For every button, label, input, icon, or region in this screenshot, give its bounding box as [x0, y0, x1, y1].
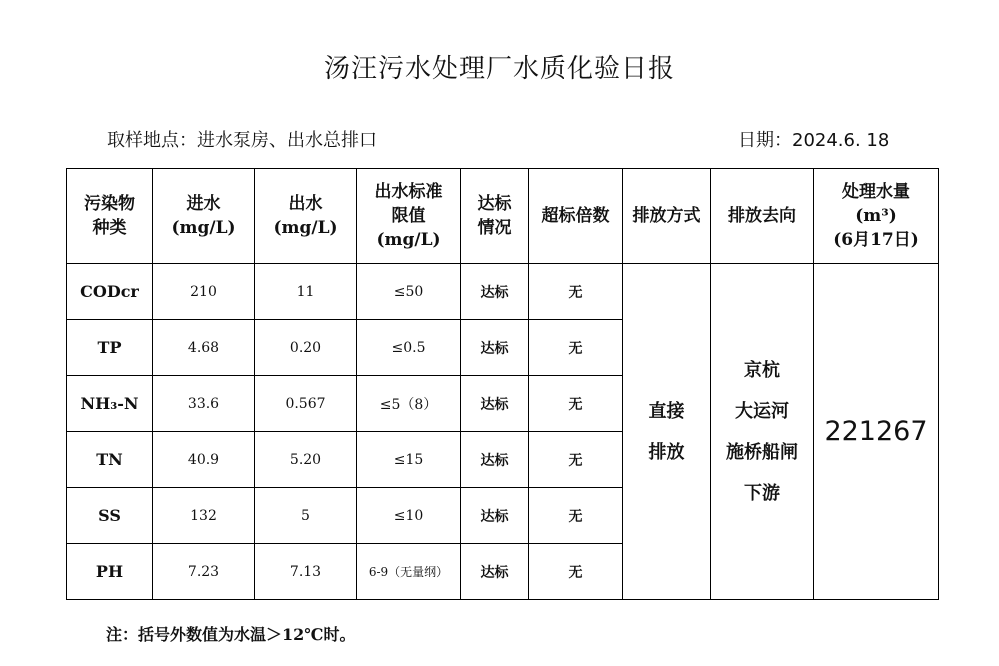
report-title: 汤汪污水处理厂水质化验日报 [323, 54, 675, 84]
treated-volume: 221267 [814, 264, 939, 600]
outflow-value: 0.567 [255, 376, 357, 432]
limit-value: ≤15 [357, 432, 461, 488]
header-discharge-method: 排放方式 [623, 169, 711, 264]
header-compliance: 达标 情况 [461, 169, 529, 264]
compliance-status: 达标 [461, 320, 529, 376]
pollutant-name: NH₃-N [67, 376, 153, 432]
header-volume: 处理水量 (m³) (6月17日) [814, 169, 939, 264]
limit-value: ≤10 [357, 488, 461, 544]
exceed-value: 无 [529, 264, 623, 320]
sampling-location: 取样地点：进水泵房、出水总排口 [107, 130, 377, 151]
exceed-value: 无 [529, 320, 623, 376]
compliance-status: 达标 [461, 544, 529, 600]
report-date: 日期：2024.6. 18 [738, 130, 890, 151]
exceed-value: 无 [529, 376, 623, 432]
compliance-status: 达标 [461, 488, 529, 544]
pollutant-name: TN [67, 432, 153, 488]
header-discharge-dest: 排放去向 [711, 169, 814, 264]
inflow-value: 33.6 [153, 376, 255, 432]
header-outflow: 出水 (mg/L) [255, 169, 357, 264]
exceed-value: 无 [529, 432, 623, 488]
header-limit: 出水标准 限值 (mg/L) [357, 169, 461, 264]
discharge-method: 直接 排放 [623, 264, 711, 600]
compliance-status: 达标 [461, 432, 529, 488]
limit-value: ≤5（8） [357, 376, 461, 432]
header-pollutant: 污染物 种类 [67, 169, 153, 264]
inflow-value: 4.68 [153, 320, 255, 376]
exceed-value: 无 [529, 488, 623, 544]
compliance-status: 达标 [461, 264, 529, 320]
pollutant-name: CODcr [67, 264, 153, 320]
exceed-value: 无 [529, 544, 623, 600]
pollutant-name: TP [67, 320, 153, 376]
header-row [67, 169, 939, 264]
outflow-value: 7.13 [255, 544, 357, 600]
inflow-value: 210 [153, 264, 255, 320]
limit-value: 6-9（无量纲） [357, 544, 461, 600]
limit-value: ≤50 [357, 264, 461, 320]
pollutant-name: PH [67, 544, 153, 600]
outflow-value: 5 [255, 488, 357, 544]
pollutant-name: SS [67, 488, 153, 544]
discharge-destination: 京杭 大运河 施桥船闸 下游 [711, 264, 814, 600]
limit-value: ≤0.5 [357, 320, 461, 376]
water-quality-table [66, 168, 939, 600]
table-row [67, 264, 939, 320]
header-inflow: 进水 (mg/L) [153, 169, 255, 264]
header-exceed: 超标倍数 [529, 169, 623, 264]
inflow-value: 40.9 [153, 432, 255, 488]
outflow-value: 11 [255, 264, 357, 320]
footnote: 注：括号外数值为水温＞12℃时。 [106, 625, 356, 644]
inflow-value: 132 [153, 488, 255, 544]
inflow-value: 7.23 [153, 544, 255, 600]
outflow-value: 5.20 [255, 432, 357, 488]
outflow-value: 0.20 [255, 320, 357, 376]
compliance-status: 达标 [461, 376, 529, 432]
